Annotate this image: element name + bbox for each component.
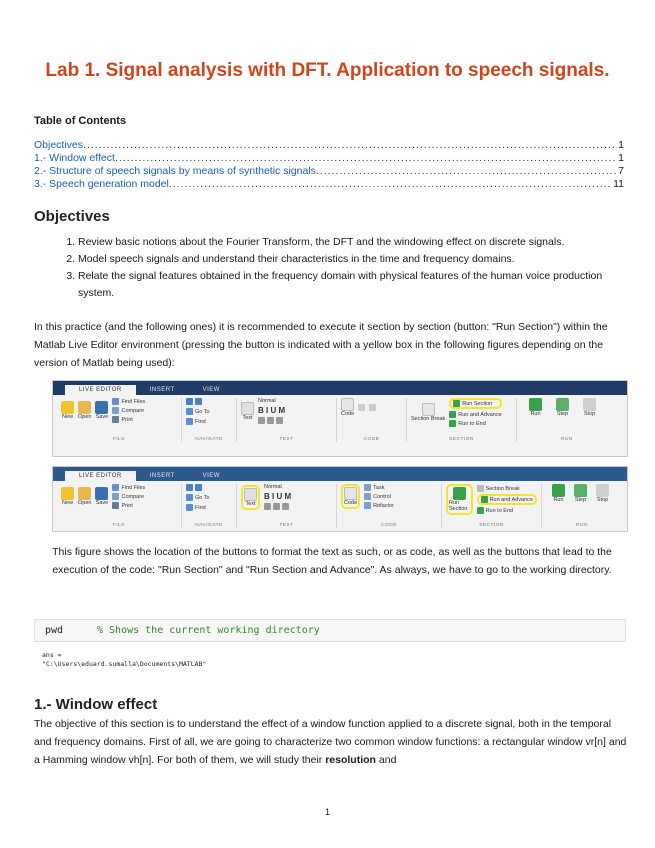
section-break-icon [422,403,435,416]
text-group-label: TEXT [279,437,294,442]
stop-button[interactable] [583,398,596,417]
play-icon [552,484,565,497]
list-item: 1. Review basic notions about the Fourier Transform, the DFT and the windowing effect on discrete signals. [78,234,630,251]
find-label: Find [195,418,206,425]
run-advance-label: Run and Advance [489,496,533,503]
stop-label: Stop [596,497,609,503]
navigate-group-label: NAVIGATE [195,437,223,442]
tab-insert[interactable]: INSERT [149,387,175,393]
section-break-button[interactable] [477,485,537,492]
run-end-icon [449,420,456,427]
section-break-button[interactable] [411,403,445,422]
run-group-label: RUN [561,437,573,442]
list-item: 2. Model speech signals and understand their characteristics in the time and frequency domains. [78,251,630,268]
section-group [407,398,517,442]
find-files-button[interactable] [112,398,145,405]
new-label: New [61,414,73,420]
section1-text: The objective of this section is to understand the effect of a window function applied to a discrete signal, both in the temporal and frequency domains. First of all, we are going to characterize two common window functions: a rectangular window vr[n] and a Hamming window vh[n]. For both of them, we will study their [34,718,627,766]
code-group-label: CODE [363,437,380,442]
style-dropdown[interactable] [258,398,285,404]
code-comment[interactable]: % Shows the current working directory [97,625,320,636]
text-group [237,484,337,528]
save-button[interactable] [95,487,108,506]
run-advance-button[interactable] [449,411,501,418]
file-group [57,484,182,528]
goto-button[interactable] [186,494,232,501]
save-icon [95,401,108,414]
run-section-button[interactable] [449,398,501,409]
code-tool-icon[interactable] [358,404,365,411]
format-buttons[interactable]: B I U M [258,406,286,415]
run-section-icon [453,400,460,407]
code-button[interactable] [341,398,354,417]
run-group-label: RUN [576,523,588,528]
navigate-arrows[interactable] [186,484,232,491]
navigate-icon [195,484,202,491]
compare-icon [112,407,119,414]
tab-insert[interactable]: INSERT [149,473,175,479]
run-group [542,484,622,528]
print-button[interactable] [112,416,145,423]
code-group [337,484,442,528]
text-icon [241,402,254,415]
text-icon [244,488,257,501]
toc-heading: Table of Contents [34,115,127,127]
refactor-button[interactable] [364,502,394,509]
text-label: Text [242,414,253,421]
print-icon [112,502,119,509]
control-button[interactable] [364,493,394,500]
find-icon [186,418,193,425]
save-icon [95,487,108,500]
align-buttons[interactable] [258,417,285,424]
document-title: Lab 1. Signal analysis with DFT. Application to speech signals. [45,60,610,81]
step-button[interactable] [574,484,587,503]
run-advance-icon [449,411,456,418]
save-button[interactable] [95,401,108,420]
text-group-label: TEXT [279,523,294,528]
align-icon [264,503,271,510]
toolbar-tabs [53,381,627,395]
file-group-label: FILE [112,523,126,528]
run-section-button[interactable] [446,484,473,515]
goto-icon [186,408,193,415]
run-section-label: Run Section [449,500,468,512]
objectives-list [60,234,630,302]
align-buttons[interactable] [264,503,291,510]
run-button[interactable] [552,484,565,503]
tab-view[interactable]: VIEW [202,473,220,479]
navigate-group [182,398,237,442]
toolbar-screenshot-2 [52,466,628,532]
navigate-icon [186,398,193,405]
refactor-icon [364,502,371,509]
toc-item-label[interactable]: 3.- Speech generation model [34,178,169,190]
goto-icon [186,494,193,501]
style-value: Normal [258,398,276,404]
code-label: Code [341,411,355,417]
stop-icon [596,484,609,497]
folder-icon [78,401,91,414]
run-end-icon [477,507,484,514]
navigate-icon [186,484,193,491]
print-icon [112,416,119,423]
step-label: Step [556,411,569,417]
section-break-icon [477,485,484,492]
code-icon [341,398,354,411]
save-label: Save [95,414,109,420]
code-button[interactable] [341,484,360,509]
step-icon [556,398,569,411]
output-line: ans = [42,651,62,659]
run-section-label: Run Section [462,400,493,407]
align-icon [258,417,265,424]
toc-item-label[interactable]: Objectives [34,139,84,151]
play-icon [529,398,542,411]
task-label: Task [373,484,385,491]
toc-item-speech-model[interactable] [34,177,624,190]
run-label: Run [553,497,564,503]
table-of-contents [34,138,624,190]
code-icon [344,487,357,500]
run-button[interactable] [529,398,542,417]
tab-live-editor[interactable]: LIVE EDITOR [65,385,136,395]
new-button[interactable] [61,487,74,506]
compare-label: Compare [121,493,145,500]
goto-label: Go To [195,494,210,501]
new-icon [61,487,74,500]
section-group [442,484,542,528]
section1-heading: 1.- Window effect [34,696,158,713]
toc-leader [316,165,617,177]
toc-item-window-effect[interactable] [34,151,624,164]
align-icon [282,503,289,510]
find-button[interactable] [186,418,232,425]
align-icon [267,417,274,424]
toc-page: 1 [618,152,624,164]
folder-icon [78,487,91,500]
find-files-icon [112,398,119,405]
control-icon [364,493,371,500]
section-group-label: SECTION [449,437,474,442]
navigate-group [182,484,237,528]
print-label: Print [121,416,133,423]
navigate-arrows[interactable] [186,398,232,405]
section1-paragraph [34,715,630,769]
text-group [237,398,337,442]
goto-label: Go To [195,408,210,415]
compare-button[interactable] [112,493,145,500]
code-cell[interactable] [34,619,626,642]
run-end-button[interactable] [477,507,537,514]
run-group [517,398,617,442]
new-button[interactable] [61,401,74,420]
file-group-label: FILE [112,437,126,442]
stop-button[interactable] [596,484,609,503]
goto-button[interactable] [186,408,232,415]
find-files-button[interactable] [112,484,145,491]
objectives-heading: Objectives [34,208,110,225]
toc-page: 7 [618,165,624,177]
compare-label: Compare [121,407,145,414]
toc-page: 11 [613,178,624,190]
section1-text-end: and [375,754,397,766]
find-files-label: Find Files [121,398,146,405]
text-button[interactable] [241,402,254,421]
toc-leader [169,178,612,190]
compare-button[interactable] [112,407,145,414]
toc-item-label[interactable]: 2.- Structure of speech signals by means of synthetic signals [34,165,316,177]
toc-item-label[interactable]: 1.- Window effect [34,152,115,164]
tab-live-editor[interactable]: LIVE EDITOR [65,471,136,481]
toc-leader [83,139,617,151]
run-advance-label: Run and Advance [458,411,502,418]
output-line: "C:\Users\eduard.sumalla\Documents\MATLAB" [42,660,207,668]
run-end-label: Run to End [458,420,486,427]
toolbar-tabs [53,467,627,481]
compare-icon [112,493,119,500]
open-label: Open [78,500,92,506]
stop-label: Stop [583,411,596,417]
new-icon [61,401,74,414]
code-tool-icon[interactable] [369,404,376,411]
style-dropdown[interactable] [264,484,291,490]
text-button[interactable] [241,485,260,510]
code-group-label: CODE [381,523,397,528]
print-label: Print [121,502,133,509]
task-icon [364,484,371,491]
format-buttons[interactable]: B I U M [264,492,292,501]
run-end-label: Run to End [485,507,514,514]
run-section-icon [453,487,466,500]
section-break-label: Section Break [411,416,446,422]
section-break-label: Section Break [485,485,520,492]
list-item: 3. Relate the signal features obtained in the frequency domain with physical features of the human voice production system. [78,268,630,302]
toc-page: 1 [618,139,624,151]
tab-view[interactable]: VIEW [202,387,220,393]
find-button[interactable] [186,504,232,511]
code-label: Code [344,500,358,506]
step-button[interactable] [556,398,569,417]
find-label: Find [195,504,206,511]
step-label: Step [574,497,587,503]
new-label: New [61,500,73,506]
code-command[interactable]: pwd [45,625,64,636]
figure-caption: This figure shows the location of the buttons to format the text as such, or as code, as well as the buttons that lead to the execution of the code: "Run Section" and "Run Section and Advance". As always, we have to go to the working directory. [52,546,612,576]
save-label: Save [95,500,109,506]
refactor-label: Refactor [373,502,394,509]
navigate-icon [195,398,202,405]
toc-item-structure[interactable] [34,164,624,177]
code-group [337,398,407,442]
code-output [42,651,206,669]
resolution-bold: resolution [325,754,376,766]
find-files-label: Find Files [121,484,146,491]
section-group-label: SECTION [479,523,504,528]
style-value: Normal [264,484,282,490]
toolbar-screenshot-1 [52,380,628,457]
task-button[interactable] [364,484,394,491]
step-icon [574,484,587,497]
run-label: Run [530,411,541,417]
control-label: Control [373,493,391,500]
align-icon [273,503,280,510]
open-label: Open [78,414,92,420]
toc-leader [115,152,617,164]
navigate-group-label: NAVIGATE [195,523,223,528]
run-end-button[interactable] [449,420,501,427]
open-button[interactable] [78,401,91,420]
print-button[interactable] [112,502,145,509]
find-files-icon [112,484,119,491]
open-button[interactable] [78,487,91,506]
file-group [57,398,182,442]
page-number: 1 [324,807,330,817]
toc-item-objectives[interactable] [34,138,624,151]
find-icon [186,504,193,511]
intro-paragraph: In this practice (and the following ones) it is recommended to execute it section by section (button: "Run Section") within the Matlab Live Editor environment (pressing the button is indicated with a yellow box in the following figures depending on the version of Matlab being used): [34,321,608,369]
run-advance-button[interactable] [477,494,537,505]
stop-icon [583,398,596,411]
run-advance-icon [481,496,488,503]
align-icon [276,417,283,424]
text-label: Text [245,500,256,507]
